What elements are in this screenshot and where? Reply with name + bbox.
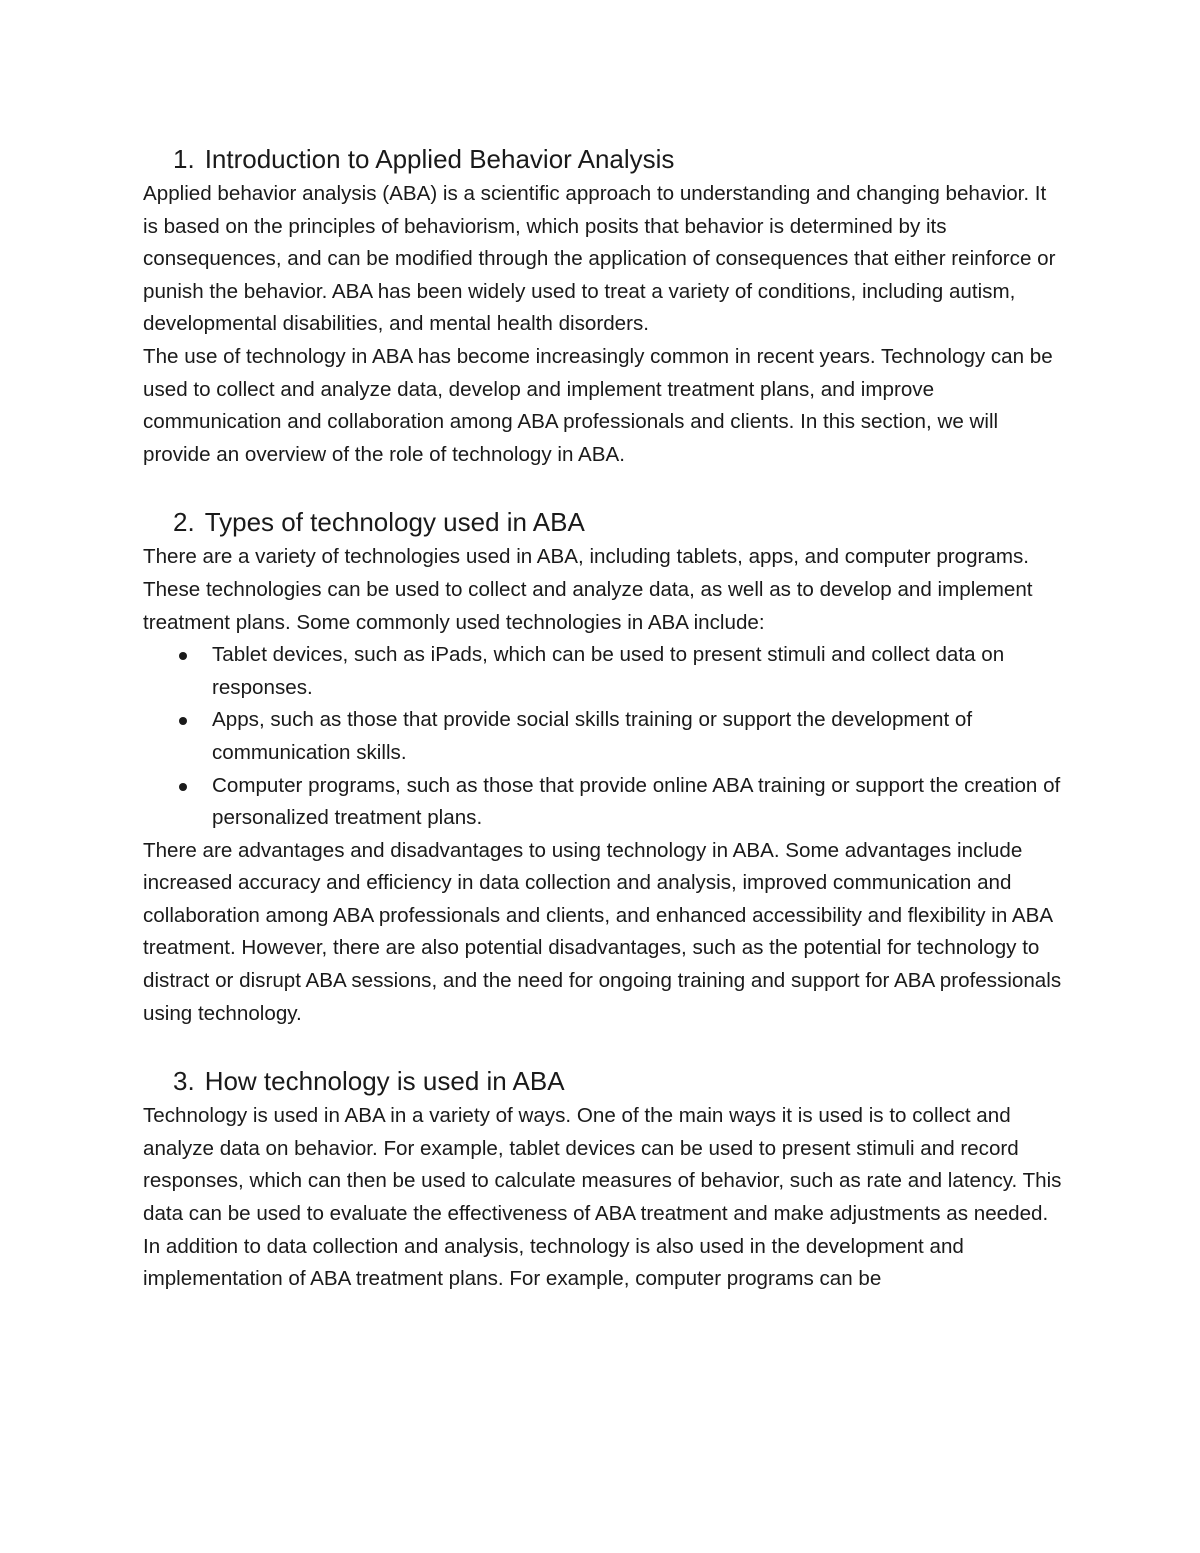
bullet-icon <box>179 717 187 725</box>
list-item-text: Computer programs, such as those that provide online ABA training or support the creation of personalized treatment plans. <box>212 773 1061 830</box>
list-item <box>143 770 1063 835</box>
section-number: 3. <box>173 1066 195 1097</box>
bullet-icon <box>179 783 187 791</box>
list-item-text: Tablet devices, such as iPads, which can be used to present stimuli and collect data on responses. <box>212 643 1005 699</box>
section-heading-how-used <box>143 1062 1063 1100</box>
section-title: Introduction to Applied Behavior Analysis <box>204 144 675 174</box>
paragraph: In addition to data collection and analysis, technology is also used in the development and implementation of ABA treatment plans. For example, computer programs can be <box>143 1234 964 1291</box>
bullet-icon <box>179 652 187 660</box>
paragraph: Technology is used in ABA in a variety of ways. One of the main ways it is used is to collect and analyze data on behavior. For example, tablet devices can be used to present stimuli and record responses, which can then be used to calculate measures of behavior, such as rate and latency. This data can be used to evaluate the effectiveness of ABA treatment and make adjustments as needed. <box>143 1104 1062 1226</box>
section-title: Types of technology used in ABA <box>204 507 585 538</box>
list-item <box>143 704 1063 769</box>
list-item-text: Apps, such as those that provide social skills training or support the development of communication skills. <box>212 708 973 764</box>
section-title: How technology is used in ABA <box>204 1066 565 1097</box>
list-item <box>143 639 1063 704</box>
bullet-list <box>143 639 1063 835</box>
paragraph: Applied behavior analysis (ABA) is a scientific approach to understanding and changing behavior. It is based on the principles of behaviorism, which posits that behavior is determined by its consequences, and can be modified through the application of consequences that either reinforce or punish the behavior. ABA has been widely used to treat a variety of conditions, including autism, developmental disabilities, and mental health disorders. <box>143 182 1056 336</box>
section-spacer <box>143 471 1063 503</box>
section-number: 1. <box>173 144 195 174</box>
section-heading-introduction <box>143 140 1063 178</box>
section-number: 2. <box>173 507 195 538</box>
paragraph: There are a variety of technologies used in ABA, including tablets, apps, and computer programs. These technologies can be used to collect and analyze data, as well as to develop and implement treatment plans. Some commonly used technologies in ABA include: <box>143 545 1033 634</box>
section-heading-types <box>143 503 1063 541</box>
document-page <box>143 140 1063 1296</box>
paragraph: The use of technology in ABA has become increasingly common in recent years. Technology can be used to collect and analyze data, develop and implement treatment plans, and improve communication and collaboration among ABA professionals and clients. In this section, we will provide an overview of the role of technology in ABA. <box>143 344 1053 466</box>
section-spacer <box>143 1030 1063 1062</box>
paragraph: There are advantages and disadvantages to using technology in ABA. Some advantages include increased accuracy and efficiency in data collection and analysis, improved communication and collaboration among ABA professionals and clients, and enhanced accessibility and flexibility in ABA treatment. However, there are also potential disadvantages, such as the potential for technology to distract or disrupt ABA sessions, and the need for ongoing training and support for ABA professionals using technology. <box>143 838 1062 1025</box>
